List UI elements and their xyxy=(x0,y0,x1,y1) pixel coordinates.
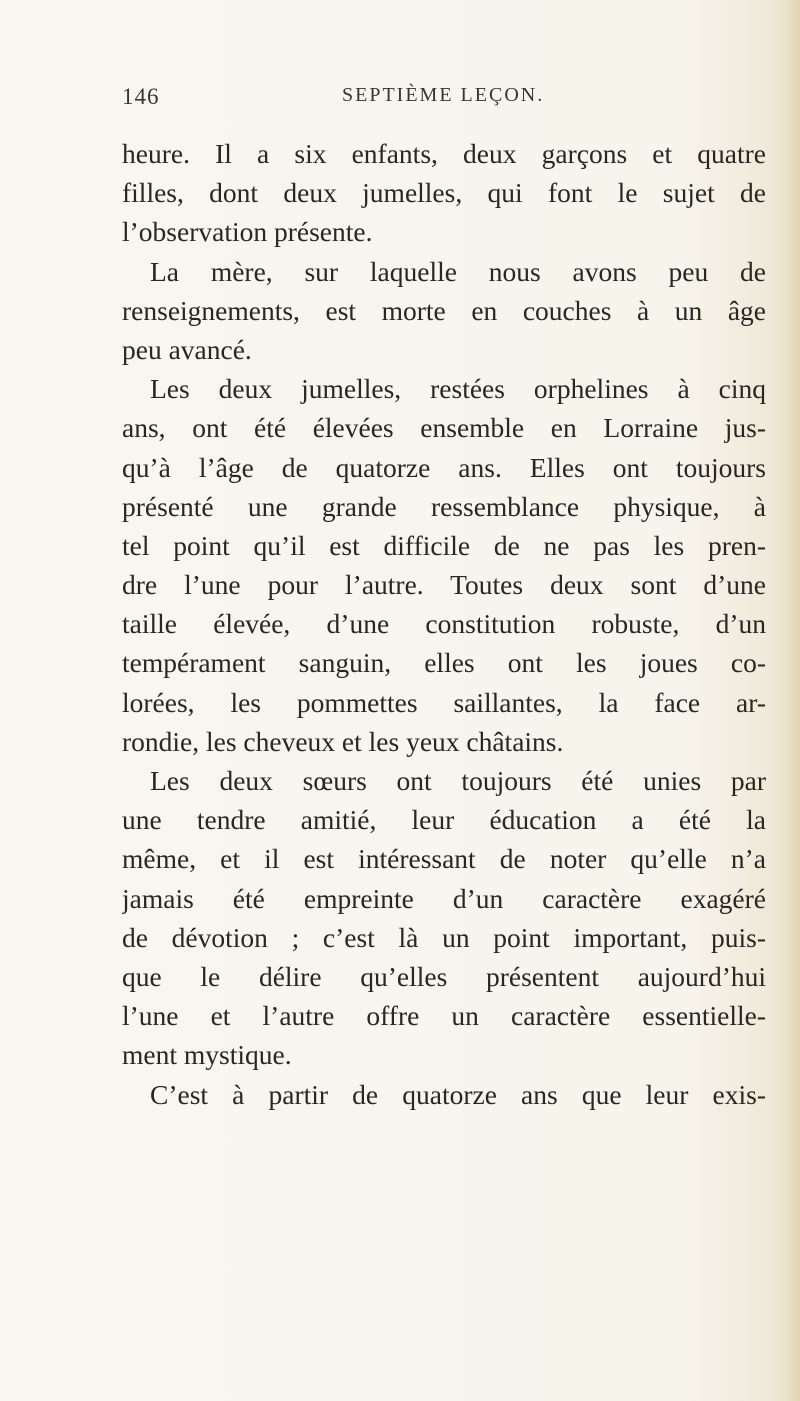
text-line-content: taille élevée, d’une constitution robuste, d’un xyxy=(122,608,766,640)
text-line-content: même, et il est intéressant de noter qu’elle n’a xyxy=(122,843,766,875)
text-line xyxy=(122,291,766,330)
text-line xyxy=(122,565,766,604)
text-line-content: qu’à l’âge de quatorze ans. Elles ont toujours xyxy=(122,451,766,483)
text-line xyxy=(122,134,766,173)
text-line xyxy=(122,879,766,918)
text-line xyxy=(122,369,766,408)
text-line-content: jamais été empreinte d’un caractère exagéré xyxy=(122,882,766,914)
text-line xyxy=(122,173,766,212)
text-line-content: tel point qu’il est difficile de ne pas les pren- xyxy=(122,529,766,561)
text-line-content: La mère, sur laquelle nous avons peu de xyxy=(150,255,766,287)
text-line xyxy=(122,800,766,839)
text-line-content: présenté une grande ressemblance physique, à xyxy=(122,490,766,522)
text-line xyxy=(122,448,766,487)
text-line-content: l’une et l’autre offre un caractère essentielle- xyxy=(122,1000,766,1032)
text-line-content: dre l’une pour l’autre. Toutes deux sont d’une xyxy=(122,569,766,601)
text-line-content: C’est à partir de quatorze ans que leur exis- xyxy=(150,1078,766,1110)
text-line-content: filles, dont deux jumelles, qui font le sujet de xyxy=(122,177,766,209)
text-line-content: renseignements, est morte en couches à un âge xyxy=(122,294,766,326)
text-line xyxy=(122,1075,766,1114)
text-line xyxy=(122,330,766,369)
text-line-content: que le délire qu’elles présentent aujourd’hui xyxy=(122,960,766,992)
text-line xyxy=(122,212,766,251)
text-line xyxy=(122,839,766,878)
text-line xyxy=(122,487,766,526)
text-line xyxy=(122,408,766,447)
text-line xyxy=(122,1035,766,1074)
text-line xyxy=(122,526,766,565)
text-line-content: tempérament sanguin, elles ont les joues co- xyxy=(122,647,766,679)
text-line-content: ans, ont été élevées ensemble en Lorraine jus- xyxy=(122,412,766,444)
text-line xyxy=(122,683,766,722)
text-line-content: l’observation présente. xyxy=(122,216,373,248)
text-line-content: Les deux sœurs ont toujours été unies par xyxy=(150,765,766,796)
text-line xyxy=(122,761,766,800)
body-text xyxy=(122,134,766,1114)
text-line xyxy=(122,252,766,291)
text-line-content: lorées, les pommettes saillantes, la face ar- xyxy=(122,686,766,718)
text-line xyxy=(122,996,766,1035)
text-line-content: Les deux jumelles, restées orphelines à cinq xyxy=(150,373,766,405)
text-line xyxy=(122,643,766,682)
text-line-content: rondie, les cheveux et les yeux châtains. xyxy=(122,725,564,757)
page-edge-shadow xyxy=(786,0,800,1401)
text-line-content: heure. Il a six enfants, deux garçons et quatre xyxy=(122,138,766,169)
text-line xyxy=(122,722,766,761)
page-number: 146 xyxy=(122,84,160,109)
text-line xyxy=(122,957,766,996)
text-line-content: de dévotion ; c’est là un point important, puis- xyxy=(122,921,766,953)
text-line-content: ment mystique. xyxy=(122,1039,292,1071)
running-head xyxy=(122,84,762,118)
text-line-content: une tendre amitié, leur éducation a été la xyxy=(122,804,766,836)
text-line xyxy=(122,604,766,643)
running-title: SEPTIÈME LEÇON. xyxy=(342,84,545,106)
text-line-content: peu avancé. xyxy=(122,333,252,365)
text-line xyxy=(122,918,766,957)
